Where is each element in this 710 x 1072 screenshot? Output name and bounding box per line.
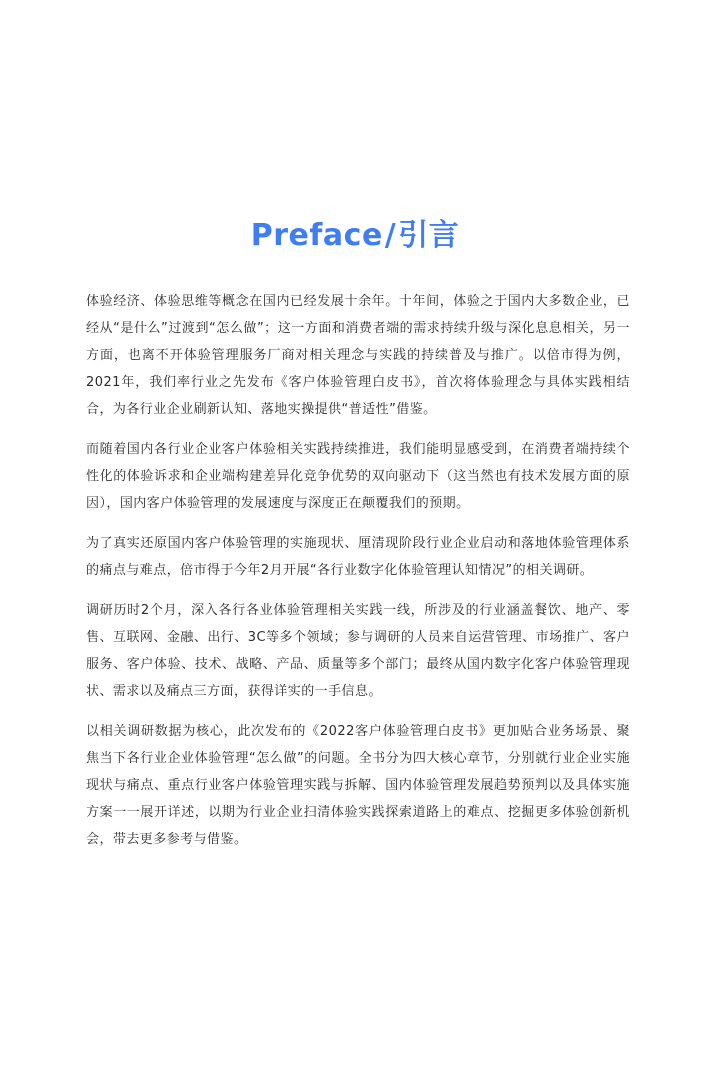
preface-body — [86, 288, 630, 866]
title-chinese: 引言 — [398, 218, 460, 253]
paragraph-3: 为了真实还原国内客户体验管理的实施现状、厘清现阶段行业企业启动和落地体验管理体系的痛点与难点，倍市得于今年2月开展“各行业数字化体验管理认知情况”的相关调研。 — [86, 536, 630, 578]
paragraph-2: 而随着国内各行业企业客户体验相关实践持续推进，我们能明显感受到，在消费者端持续个性化的体验诉求和企业端构建差异化竞争优势的双向驱动下（这当然也有技术发展方面的原因），国内客户体验管理的发展速度与深度正在颠覆我们的预期。 — [86, 442, 630, 511]
title-english: Preface — [250, 218, 383, 253]
page-title — [0, 214, 710, 258]
paragraph-1: 体验经济、体验思维等概念在国内已经发展十余年。十年间，体验之于国内大多数企业，已经从“是什么”过渡到“怎么做”；这一方面和消费者端的需求持续升级与深化息息相关，另一方面，也离不开体验管理服务厂商对相关理念与实践的持续普及与推广。以倍市得为例，2021年，我们率行业之先发布《客户体验管理白皮书》，首次将体验理念与具体实践相结合，为各行业企业刷新认知、落地实操提供“普适性”借鉴。 — [86, 294, 630, 417]
title-separator: / — [384, 218, 397, 253]
paragraph-5: 以相关调研数据为核心，此次发布的《2022客户体验管理白皮书》更加贴合业务场景、聚焦当下各行业企业体验管理“怎么做”的问题。全书分为四大核心章节，分别就行业企业实施现状与痛点、重点行业客户体验管理实践与拆解、国内体验管理发展趋势预判以及具体实施方案一一展开详述，以期为行业企业扫清体验实践探索道路上的难点、挖掘更多体验创新机会，带去更多参考与借鉴。 — [86, 724, 630, 847]
paragraph-4: 调研历时2个月，深入各行各业体验管理相关实践一线，所涉及的行业涵盖餐饮、地产、零售、互联网、金融、出行、3C等多个领域；参与调研的人员来自运营管理、市场推广、客户服务、客户体验、技术、战略、产品、质量等多个部门；最终从国内数字化客户体验管理现状、需求以及痛点三方面，获得详实的一手信息。 — [86, 603, 630, 699]
